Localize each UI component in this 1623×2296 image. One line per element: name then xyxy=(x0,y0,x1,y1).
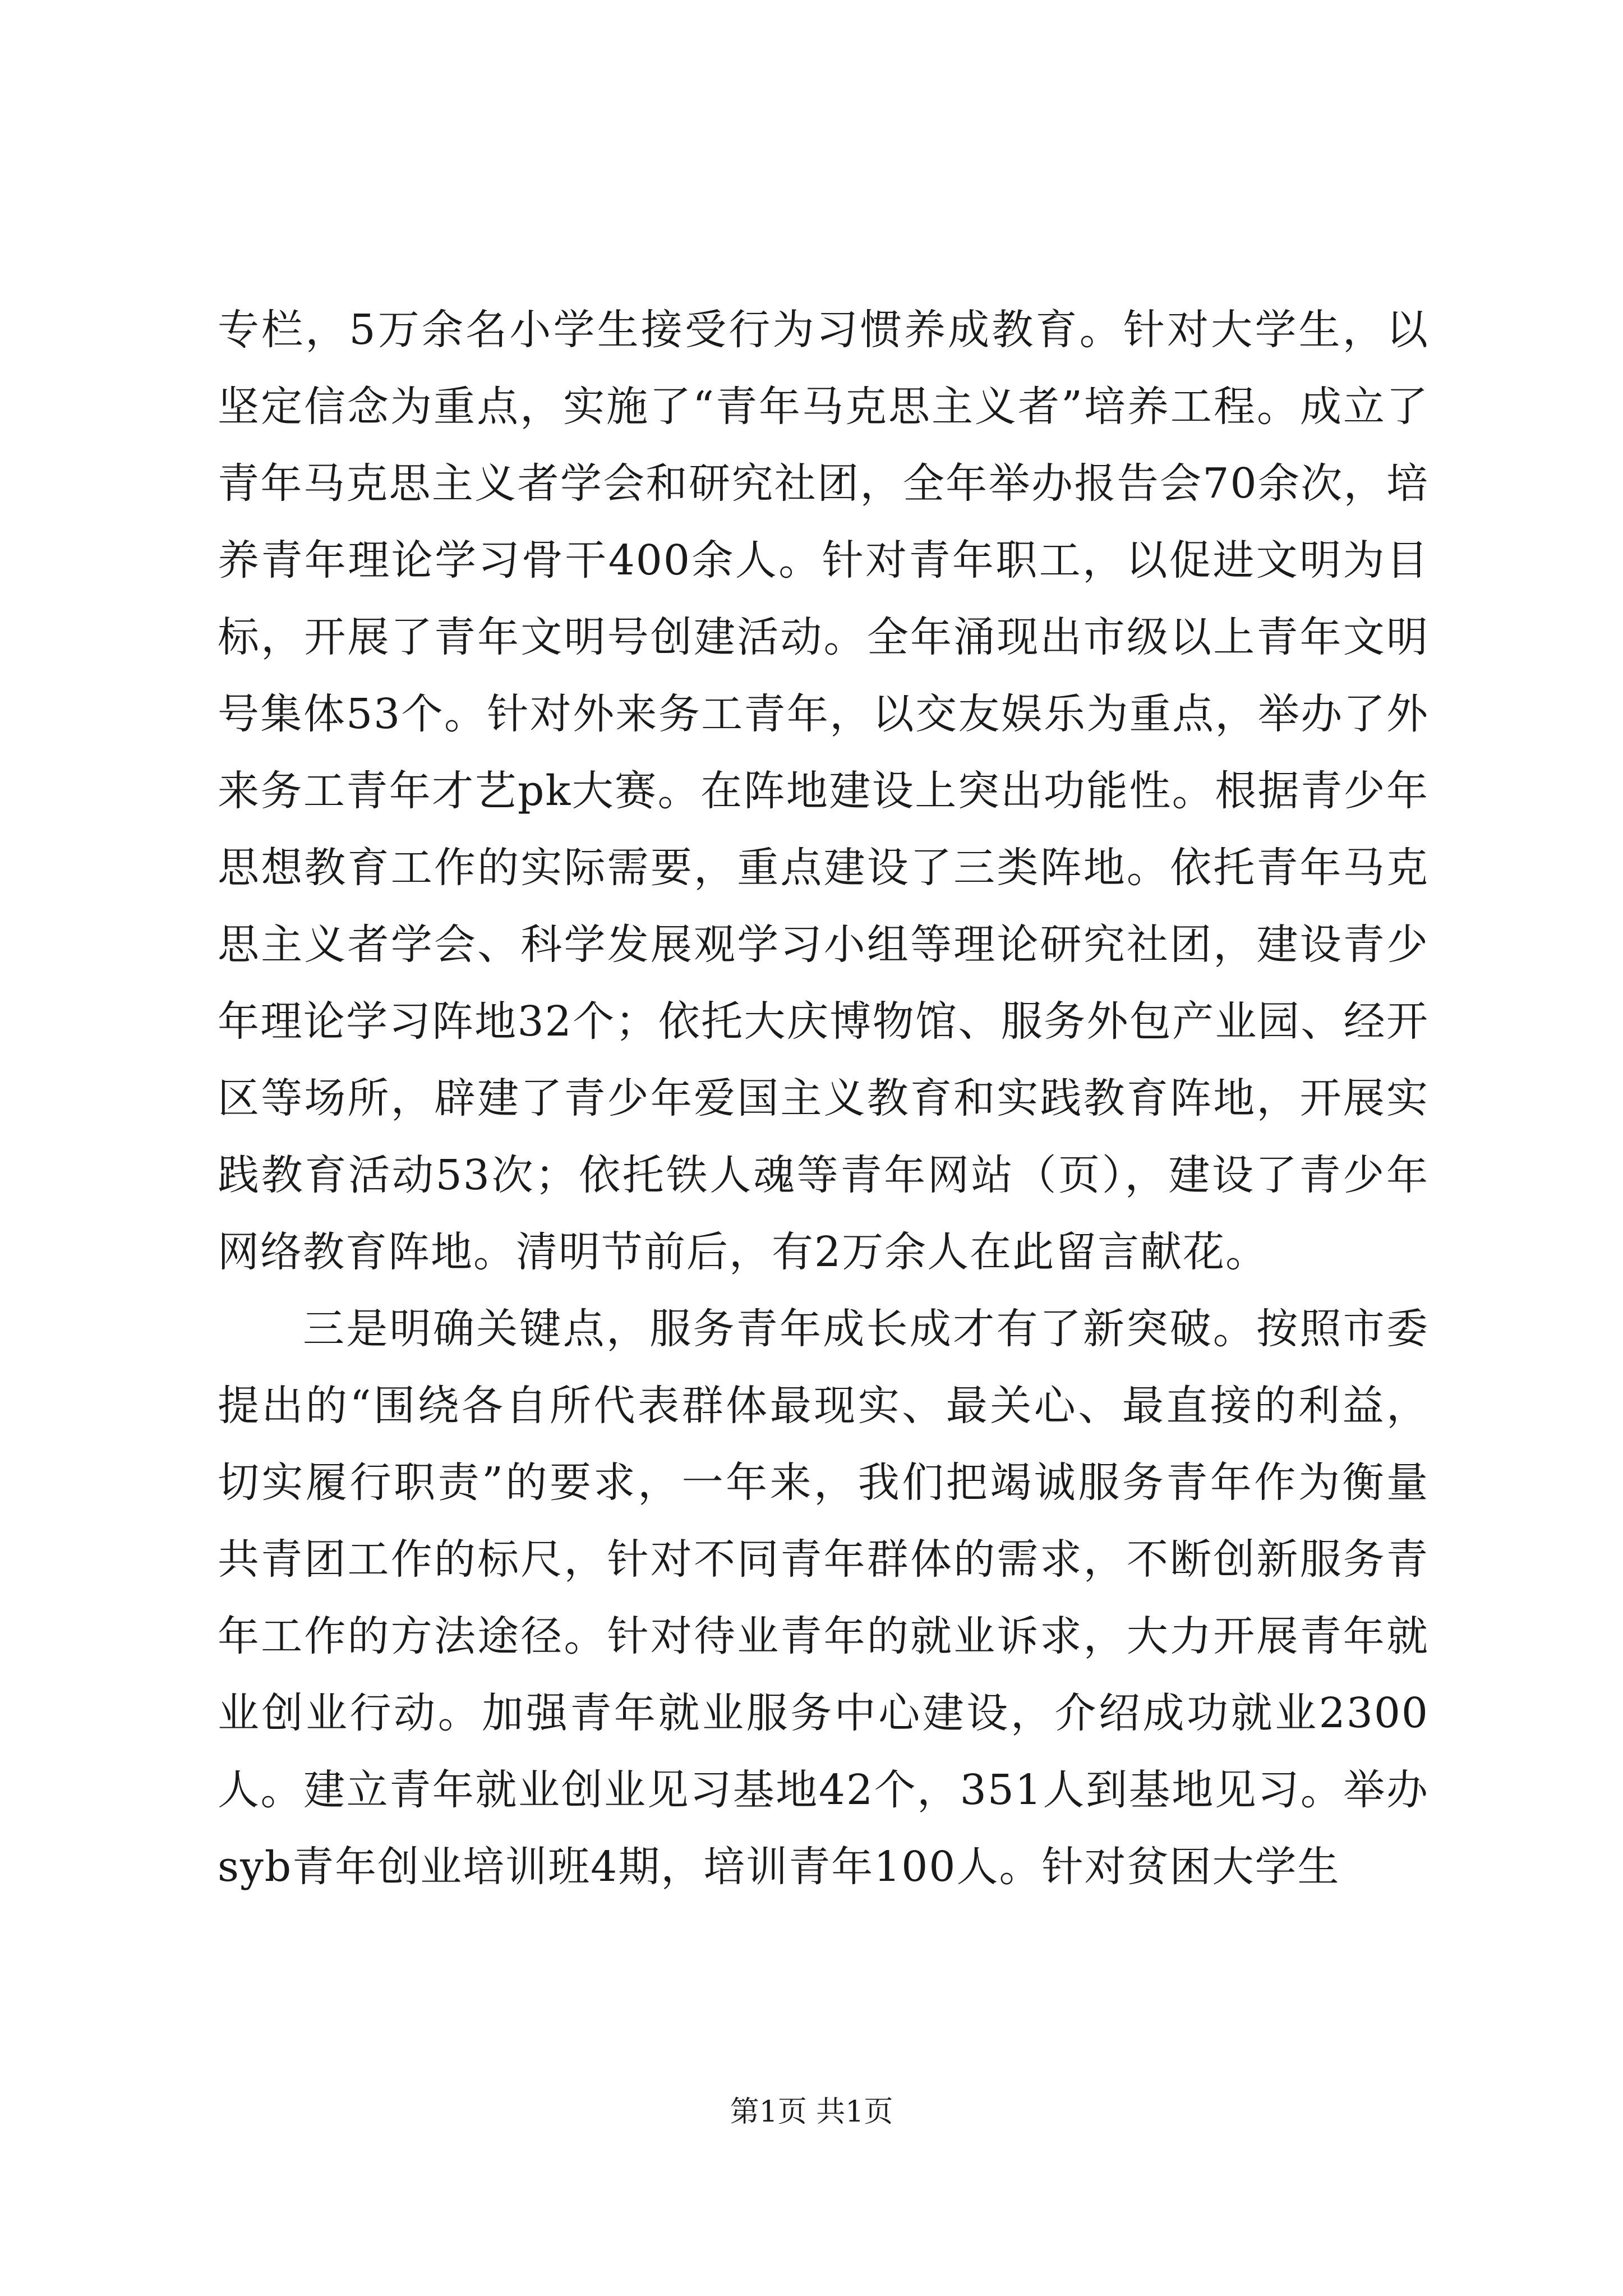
paragraph-key-point-three: 三是明确关键点，服务青年成长成才有了新突破。按照市委提出的“围绕各自所代表群体最现实、最关心、最直接的利益，切实履行职责”的要求，一年来，我们把竭诚服务青年作为衡量共青团工作的标尺，针对不同青年群体的需求，不断创新服务青年工作的方法途径。针对待业青年的就业诉求，大力开展青年就业创业行动。加强青年就业服务中心建设，介绍成功就业2300人。建立青年就业创业见习基地42个，351人到基地见习。举办syb青年创业培训班4期，培训青年100人。针对贫困大学生 xyxy=(218,1305,1429,1891)
page-footer: 第1页 共1页 xyxy=(730,2095,893,2129)
document-body xyxy=(218,292,1429,1906)
paragraph-continued: 专栏，5万余名小学生接受行为习惯养成教育。针对大学生，以坚定信念为重点，实施了“青年马克思主义者”培养工程。成立了青年马克思主义者学会和研究社团，全年举办报告会70余次，培养青年理论学习骨干400余人。针对青年职工，以促进文明为目标，开展了青年文明号创建活动。全年涌现出市级以上青年文明号集体53个。针对外来务工青年，以交友娱乐为重点，举办了外来务工青年才艺pk大赛。在阵地建设上突出功能性。根据青少年思想教育工作的实际需要，重点建设了三类阵地。依托青年马克思主义者学会、科学发展观学习小组等理论研究社团，建设青少年理论学习阵地32个；依托大庆博物馆、服务外包产业园、经开区等场所，辟建了青少年爱国主义教育和实践教育阵地，开展实践教育活动53次；依托铁人魂等青年网站（页），建设了青少年网络教育阵地。清明节前后，有2万余人在此留言献花。 xyxy=(218,306,1429,1276)
